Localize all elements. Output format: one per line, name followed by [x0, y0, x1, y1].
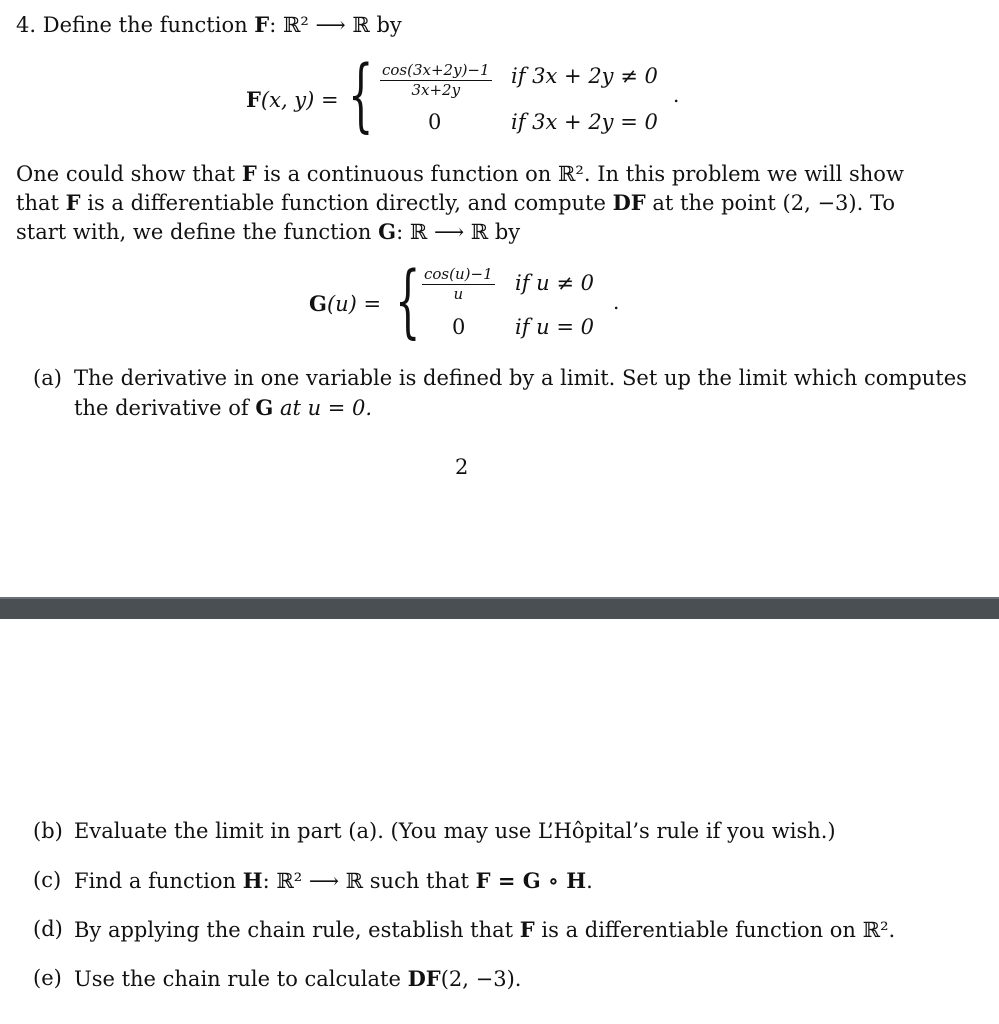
para-l3-c: : ℝ ⟶ ℝ by [396, 220, 521, 244]
part-e-label: (e) [33, 966, 62, 990]
G-lhs-name: G [309, 291, 327, 316]
part-c-label: (c) [33, 868, 62, 892]
part-d-label: (d) [33, 917, 63, 941]
F-case1-numerator: cos(3x+2y)−1 [382, 61, 490, 79]
para-l1-c: is a continuous function on ℝ². In this problem we will show [263, 162, 904, 186]
F-case1-condition: if 3x + 2y ≠ 0 [511, 64, 658, 88]
G-lhs-args: (u) = [326, 292, 382, 316]
part-e-a: Use the chain rule to calculate [74, 967, 401, 991]
F-case2-value: 0 [428, 110, 442, 134]
part-a-l2-c: at u = 0. [279, 396, 373, 420]
F-lhs-args: (x, y) = [260, 88, 339, 112]
part-a-line-2 [74, 393, 372, 423]
part-d-F: F [519, 917, 535, 942]
G-case1-fraction [422, 266, 495, 303]
G-left-brace: { [395, 256, 421, 348]
G-case2-value: 0 [452, 315, 466, 339]
part-d-text [74, 915, 895, 945]
F-case2-condition: if 3x + 2y = 0 [511, 110, 658, 134]
intro-text: Define the function [42, 13, 248, 37]
part-b-label: (b) [33, 819, 63, 843]
part-c-eq: F = G ∘ H [475, 868, 587, 893]
intro-domain: ℝ² [282, 13, 309, 37]
G-case1-condition: if u ≠ 0 [515, 271, 594, 295]
part-a-G: G [255, 395, 274, 420]
part-a-line-1: The derivative in one variable is defined by a limit. Set up the limit which computes [74, 366, 967, 390]
G-definition-lhs [309, 289, 381, 319]
part-e-DF: DF [407, 966, 441, 991]
part-b-text: Evaluate the limit in part (a). (You may use L’Hôpital’s rule if you wish.) [74, 819, 836, 843]
para-l2-DF: DF [612, 190, 646, 215]
intro-arrow: ⟶ [315, 13, 346, 37]
part-a-l2-a: the derivative of [74, 396, 249, 420]
part-d-a: By applying the chain rule, establish that [74, 918, 514, 942]
para-l2-e: at the point (2, −3). To [652, 191, 895, 215]
G-case2-condition: if u = 0 [515, 315, 594, 339]
part-c-period: . [586, 869, 593, 893]
intro-by: by [376, 13, 402, 37]
page-number: 2 [455, 455, 469, 479]
intro-codomain: ℝ [352, 13, 370, 37]
G-def-period: . [613, 290, 620, 314]
para-l1-a: One could show that [16, 162, 236, 186]
para-l3-a: start with, we define the function [16, 220, 372, 244]
F-definition-lhs [246, 85, 339, 115]
problem-number: 4. [16, 13, 37, 37]
para-l2-a: that [16, 191, 59, 215]
part-c-H: H [242, 868, 263, 893]
problem-intro [16, 10, 402, 40]
part-e-b: (2, −3). [440, 967, 522, 991]
F-left-brace: { [348, 50, 374, 142]
F-case1-fraction [380, 62, 492, 99]
part-e-text [74, 964, 521, 994]
F-lhs-name: F [246, 87, 261, 112]
part-d-b: is a differentiable function on ℝ². [541, 918, 896, 942]
G-case1-numerator: cos(u)−1 [424, 265, 493, 283]
part-a-label: (a) [33, 366, 62, 390]
paragraph-line-2 [16, 188, 895, 218]
page-divider [0, 597, 999, 619]
para-l2-c: is a differentiable function directly, and compute [87, 191, 606, 215]
intro-colon: : [269, 13, 277, 37]
F-def-period: . [673, 83, 680, 107]
F-case1-denominator: 3x+2y [411, 81, 461, 99]
part-c-a: Find a function [74, 869, 237, 893]
paragraph-line-3 [16, 217, 520, 247]
para-l1-F: F [241, 161, 257, 186]
part-c-text [74, 866, 593, 896]
part-c-b: : ℝ² ⟶ ℝ such that [262, 869, 469, 893]
G-case1-denominator: u [453, 285, 464, 303]
paragraph-line-1 [16, 159, 904, 189]
function-F-symbol: F [254, 12, 270, 37]
para-l2-F: F [65, 190, 81, 215]
para-l3-G: G [378, 219, 397, 244]
